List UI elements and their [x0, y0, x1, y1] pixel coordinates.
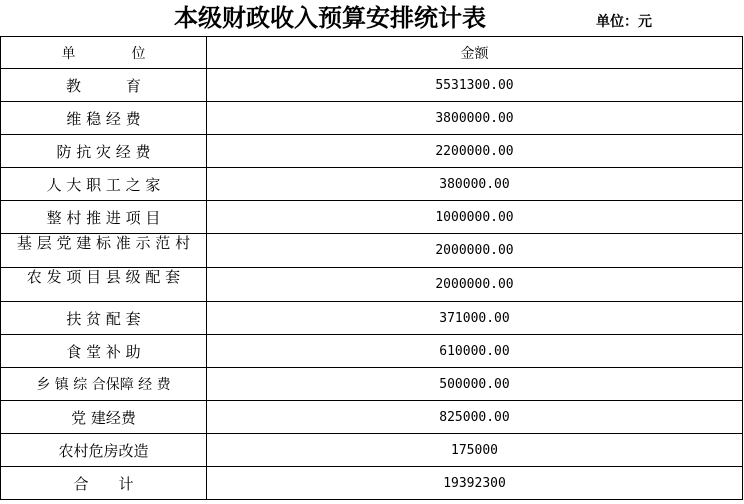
row-name: 农村危房改造: [1, 434, 207, 467]
total-row: [1, 467, 743, 500]
table-row: [1, 69, 743, 102]
total-label: 合 计: [1, 467, 207, 500]
row-amount: 825000.00: [207, 401, 743, 434]
row-amount: 371000.00: [207, 302, 743, 335]
table-row: [1, 102, 743, 135]
row-amount: 5531300.00: [207, 69, 743, 102]
budget-table: [0, 36, 743, 500]
row-amount: 610000.00: [207, 335, 743, 368]
table-row: [1, 434, 743, 467]
row-amount: 500000.00: [207, 368, 743, 401]
table-row: [1, 401, 743, 434]
table-row: [1, 268, 743, 302]
row-amount: 1000000.00: [207, 201, 743, 234]
row-name: 维 稳 经 费: [1, 102, 207, 135]
row-name: 人 大 职 工 之 家: [1, 168, 207, 201]
table-row: [1, 201, 743, 234]
header-amount: 金额: [207, 37, 743, 69]
total-amount: 19392300: [207, 467, 743, 500]
header-unit: 单 位: [1, 37, 207, 69]
table-row: [1, 234, 743, 268]
row-name: 食 堂 补 助: [1, 335, 207, 368]
row-amount: 2000000.00: [207, 268, 743, 302]
row-amount: 2000000.00: [207, 234, 743, 268]
row-amount: 2200000.00: [207, 135, 743, 168]
title-row: [0, 0, 744, 36]
table-header-row: [1, 37, 743, 69]
table-row: [1, 135, 743, 168]
table-row: [1, 168, 743, 201]
unit-label: 单位：元: [596, 14, 652, 30]
row-amount: 380000.00: [207, 168, 743, 201]
row-name: 教 育: [1, 69, 207, 102]
table-row: [1, 368, 743, 401]
row-amount: 175000: [207, 434, 743, 467]
page-title: 本级财政收入预算安排统计表: [174, 3, 486, 32]
row-name: 防 抗 灾 经 费: [1, 135, 207, 168]
row-name: 乡 镇 综 合保障 经 费: [1, 368, 207, 401]
row-name: 整 村 推 进 项 目: [1, 201, 207, 234]
row-amount: 3800000.00: [207, 102, 743, 135]
row-name: 基 层 党 建 标 准 示 范 村: [16, 234, 191, 252]
table-row: [1, 335, 743, 368]
row-name: 扶 贫 配 套: [1, 302, 207, 335]
table-row: [1, 302, 743, 335]
row-name: 农 发 项 目 县 级 配 套: [26, 268, 181, 286]
row-name: 党 建经费: [1, 401, 207, 434]
